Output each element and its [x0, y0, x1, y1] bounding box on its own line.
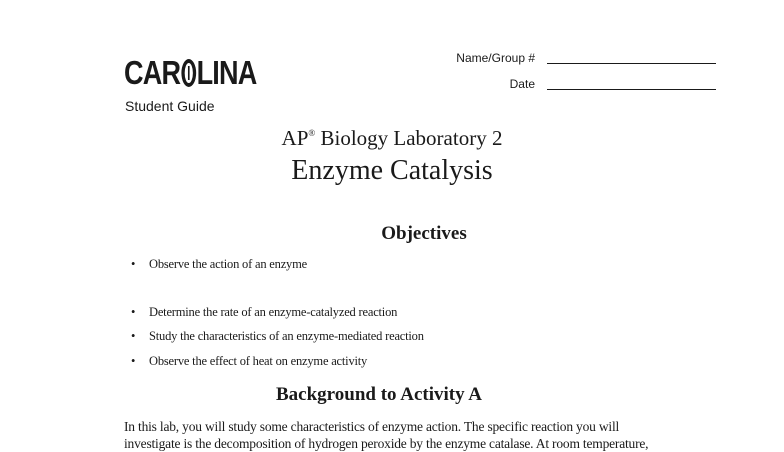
background-paragraph — [124, 418, 724, 452]
name-group-label: Name/Group # — [456, 51, 535, 65]
objective-item — [131, 329, 424, 344]
objectives-heading: Objectives — [381, 223, 467, 244]
carolina-logo — [124, 56, 256, 89]
objective-text: Determine the rate of an enzyme-catalyzed reaction — [149, 305, 398, 319]
date-field[interactable] — [547, 89, 716, 90]
date-label: Date — [509, 77, 535, 91]
registered-mark: ® — [308, 128, 316, 138]
objective-text: Observe the action of an enzyme — [149, 257, 307, 271]
background-heading: Background to Activity A — [275, 384, 483, 405]
bullet-dot-icon: • — [131, 329, 136, 343]
objective-text: Study the characteristics of an enzyme-mediated reaction — [149, 329, 424, 343]
name-group-field[interactable] — [547, 63, 716, 64]
title-lab-number: Biology Laboratory 2 — [315, 126, 503, 150]
bullet-dot-icon: • — [131, 305, 136, 319]
objective-item — [131, 354, 367, 369]
objective-item — [131, 257, 307, 272]
paragraph-line: In this lab, you will study some characteristics of enzyme action. The specific reaction you will — [124, 419, 620, 434]
bullet-dot-icon: • — [131, 257, 136, 271]
lab-title-line1 — [0, 126, 784, 151]
objective-item — [131, 305, 397, 320]
objective-text: Observe the effect of heat on enzyme activity — [149, 354, 368, 368]
title-ap: AP — [281, 126, 309, 150]
logo-o-mark-icon — [181, 59, 196, 87]
bullet-dot-icon: • — [131, 354, 136, 368]
paragraph-line: investigate is the decomposition of hydrogen peroxide by the enzyme catalase. At room temperature, — [124, 436, 649, 451]
student-guide-label: Student Guide — [125, 98, 215, 114]
logo-text-end: LINA — [196, 54, 257, 91]
logo-text-start: CAR — [124, 54, 181, 91]
lab-title-line2: Enzyme Catalysis — [291, 155, 493, 186]
